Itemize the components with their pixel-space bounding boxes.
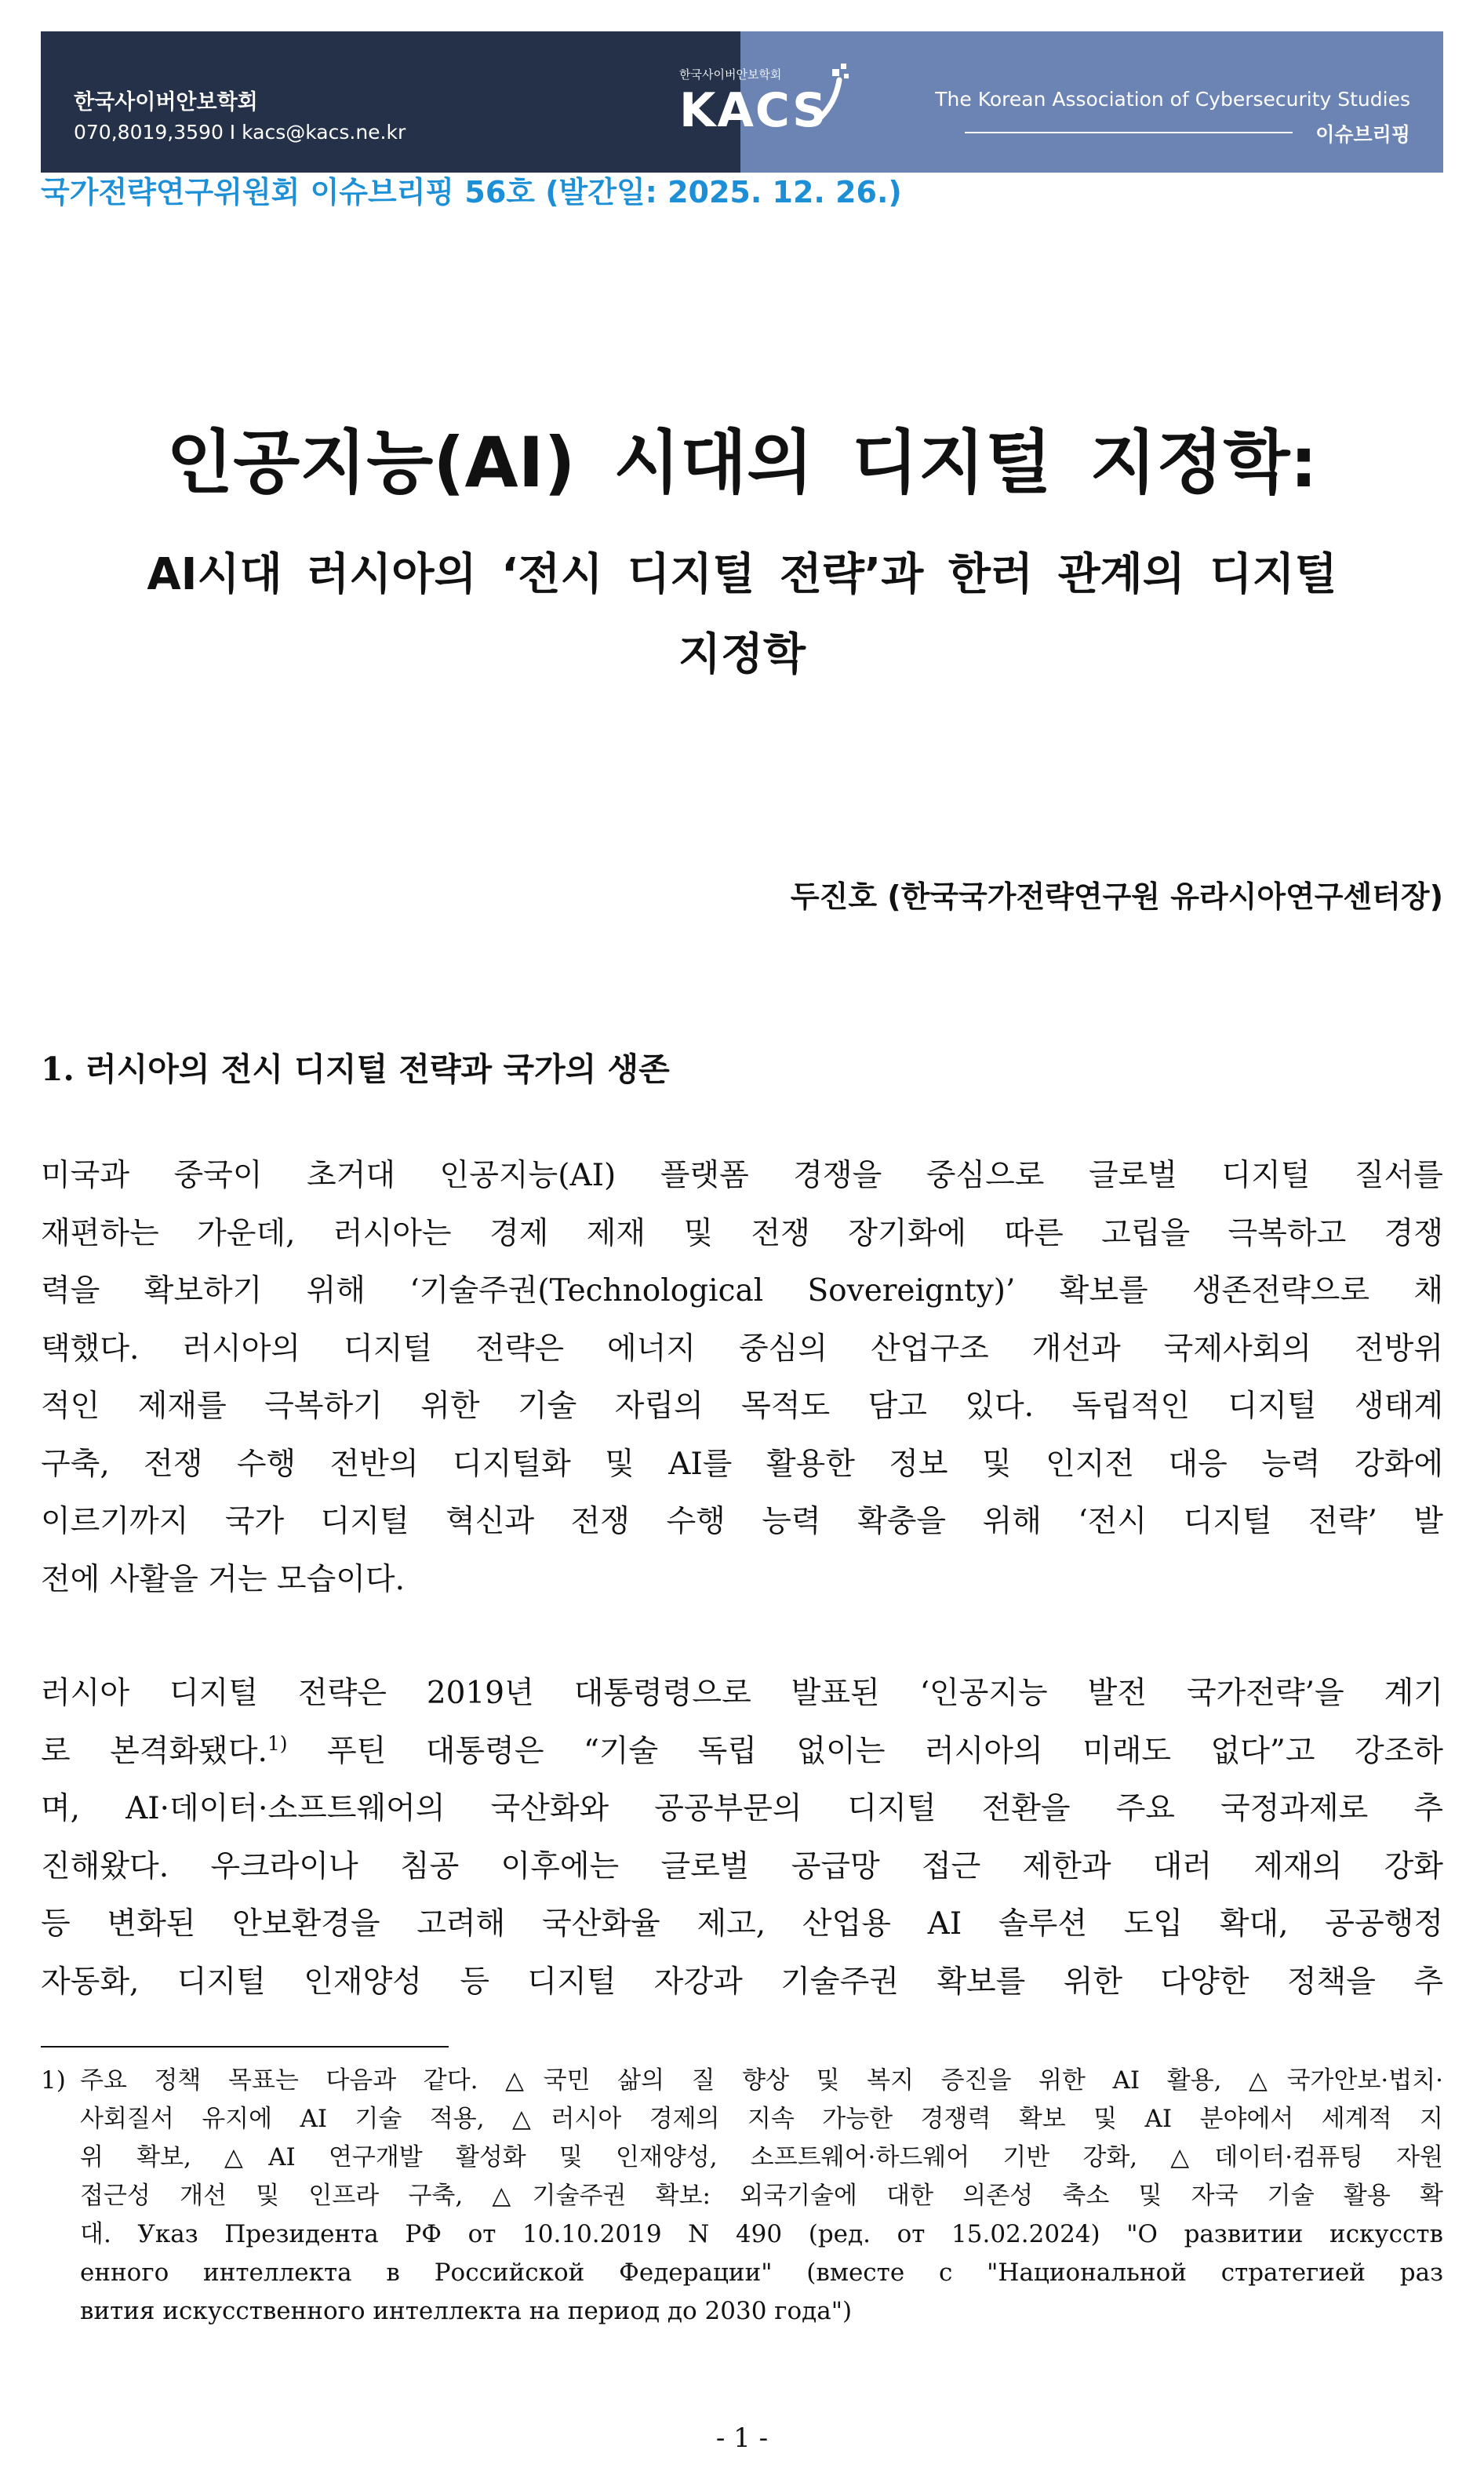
- footnote-line: 위 확보, △AI 연구개발 활성화 및 인재양성, 소프트웨어·하드웨어 기반 강화, △데이터·컴퓨팅 자원: [80, 2143, 1443, 2171]
- footnote-divider: [41, 2046, 449, 2048]
- body-paragraph-2: [41, 1665, 1443, 2011]
- document-title: 인공지능(AI) 시대의 디지털 지정학:: [166, 422, 1318, 503]
- paragraph-line: 러시아 디지털 전략은 2019년 대통령령으로 발표된 ‘인공지능 발전 국가전략’을 계기: [41, 1676, 1443, 1711]
- paragraph-line: 이르기까지 국가 디지털 혁신과 전쟁 수행 능력 확충을 위해 ‘전시 디지털 전략’ 발: [41, 1504, 1443, 1539]
- logo-text: KACS: [679, 83, 828, 138]
- org-name: 한국사이버안보학회: [74, 90, 258, 115]
- logo-org-name: 한국사이버안보학회: [679, 67, 782, 82]
- org-english-title: The Korean Association of Cybersecurity Studies: [935, 88, 1410, 111]
- paragraph-line: 진해왔다. 우크라이나 침공 이후에는 글로벌 공급망 접근 제한과 대러 제재의 강화: [41, 1848, 1443, 1884]
- header-left-panel: [41, 31, 740, 173]
- footnote-line: енного интеллекта в Российской Федерации" (вместе с "Национальной стратегией раз: [80, 2259, 1443, 2287]
- logo-arc-icon: [638, 63, 921, 149]
- paragraph-line: 재편하는 가운데, 러시아는 경제 제재 및 전쟁 장기화에 따른 고립을 극복하고 경쟁: [41, 1215, 1443, 1251]
- author-line: 두진호 (한국국가전략연구원 유라시아연구센터장): [790, 879, 1443, 914]
- header-banner: [41, 31, 1443, 173]
- footnote-line: 대. Указ Президента РФ от 10.10.2019 N 490 (ред. от 15.02.2024) "О развитии искусств: [80, 2220, 1443, 2248]
- body-paragraph-1: [41, 1147, 1443, 1608]
- footnote-reference[interactable]: 1): [267, 1731, 288, 1755]
- document-subtitle-line-1: AI시대 러시아의 ‘전시 디지털 전략’과 한러 관계의 디지털: [147, 549, 1337, 600]
- header-divider: [965, 132, 1293, 133]
- footnote-line: 사회질서 유지에 AI 기술 적용, △러시아 경제의 지속 가능한 경쟁력 확보 및 AI 분야에서 세계적 지: [80, 2105, 1443, 2133]
- paragraph-line: 적인 제재를 극복하기 위한 기술 자립의 목적도 담고 있다. 독립적인 디지털 생태계: [41, 1389, 1443, 1424]
- paragraph-line: [41, 1723, 1443, 1781]
- paragraph-line: 등 변화된 안보환경을 고려해 국산화율 제고, 산업용 AI 솔루션 도입 확대, 공공행정: [41, 1906, 1443, 1942]
- paragraph-line: 구축, 전쟁 수행 전반의 디지털화 및 AI를 활용한 정보 및 인지전 대응 능력 강화에: [41, 1446, 1443, 1482]
- paragraph-text: 푸틴 대통령은 “기술 독립 없이는 러시아의 미래도 없다”고 강조하: [287, 1733, 1443, 1769]
- paragraph-line: 전에 사활을 거는 모습이다.: [41, 1561, 406, 1597]
- footnote-body: [80, 2062, 1443, 2331]
- paragraph-line: 자동화, 디지털 인재양성 등 디지털 자강과 기술주권 확보를 위한 다양한 정책을 추: [41, 1964, 1443, 2000]
- document-subtitle-line-2: 지정학: [678, 629, 806, 680]
- paragraph-line: 며, AI·데이터·소프트웨어의 국산화와 공공부문의 디지털 전환을 주요 국정과제로 추: [41, 1791, 1443, 1826]
- footnote: [41, 2062, 1443, 2331]
- footnote-line: 주요 정책 목표는 다음과 같다. △국민 삶의 질 향상 및 복지 증진을 위한 AI 활용, △국가안보·법치·: [80, 2066, 1443, 2095]
- footnote-number: 1): [41, 2066, 66, 2095]
- paragraph-text: 로 본격화됐다.: [41, 1733, 267, 1769]
- issue-info: 국가전략연구위원회 이슈브리핑 56호 (발간일: 2025. 12. 26.): [41, 175, 902, 209]
- footnote-line: вития искусственного интеллекта на период до 2030 года"): [80, 2297, 853, 2325]
- paragraph-line: 력을 확보하기 위해 ‘기술주권(Technological Sovereignty)’ 확보를 생존전략으로 채: [41, 1273, 1443, 1309]
- page-number: - 1 -: [715, 2422, 769, 2454]
- paragraph-line: 택했다. 러시아의 디지털 전략은 에너지 중심의 산업구조 개선과 국제사회의 전방위: [41, 1330, 1443, 1367]
- section-heading: 1. 러시아의 전시 디지털 전략과 국가의 생존: [41, 1050, 670, 1088]
- paragraph-line: 미국과 중국이 초거대 인공지능(AI) 플랫폼 경쟁을 중심으로 글로벌 디지털 질서를: [41, 1158, 1443, 1193]
- issue-briefing-label: 이슈브리핑: [1315, 123, 1410, 146]
- org-contact: 070,8019,3590 I kacs@kacs.ne.kr: [74, 121, 406, 144]
- footnote-line: 접근성 개선 및 인프라 구축, △기술주권 확보: 외국기술에 대한 의존성 축소 및 자국 기술 활용 확: [80, 2182, 1443, 2210]
- kacs-logo: [638, 63, 921, 149]
